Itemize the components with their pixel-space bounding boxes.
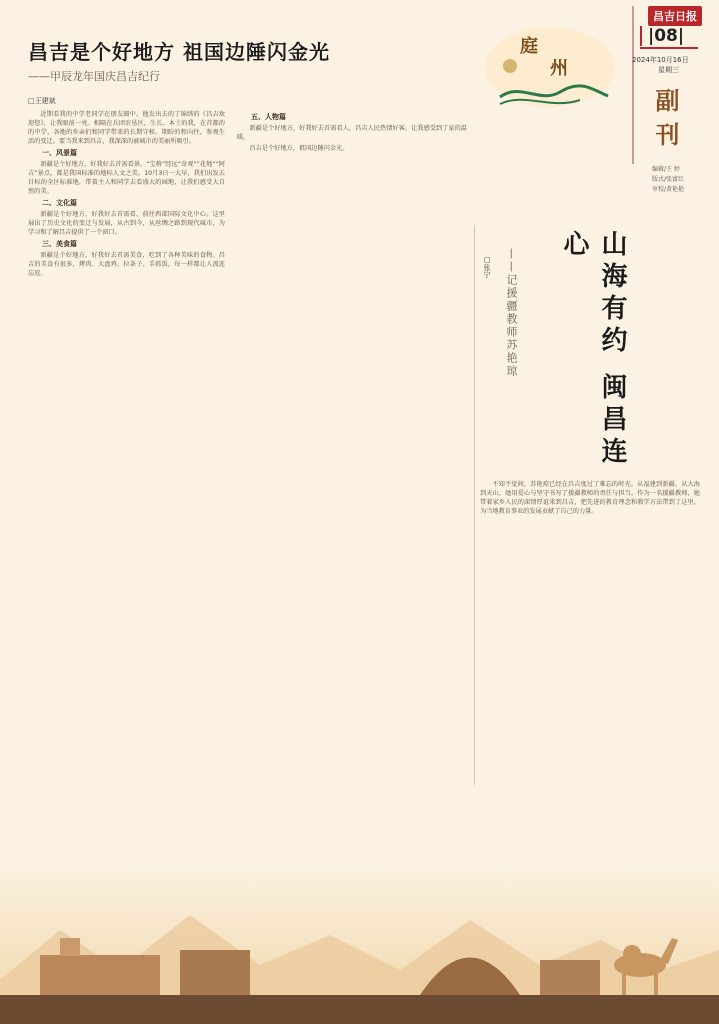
page-number: |08| bbox=[640, 26, 684, 46]
section-title: 副刊 bbox=[651, 88, 680, 156]
svg-text:庭: 庭 bbox=[520, 36, 538, 57]
second-article-subtitle: ——记援疆教师苏艳琼 bbox=[505, 248, 518, 378]
article-author: □王建斌 bbox=[28, 97, 56, 105]
article-title: 昌吉是个好地方 祖国边陲闪金光 bbox=[28, 40, 330, 64]
editor-credit: 审校/黄艳艳 bbox=[652, 186, 685, 193]
section-text-food: 新疆是个好地方，好我好去首需美食，吃到了各种美味的食物。昌吉的美食有很多，烤肉、大盘鸡、拉条子、手抓饭，每一样都让人流连忘返。 bbox=[28, 252, 225, 277]
second-article-text: 不知不觉间，苏艳琼已经在昌吉度过了难忘的时光。从福建到新疆，从大海到天山，她用爱心与坚守书写了援疆教师的责任与担当。作为一名援疆教师，她带着家乡人民的深情厚谊来到昌吉，把先进的教育理念和教学方法带到了这里，为当地教育事业的发展贡献了自己的力量。 bbox=[480, 481, 700, 515]
column-divider bbox=[474, 225, 475, 785]
second-article-title: 山海有约 闽昌连心 bbox=[559, 230, 627, 470]
section-heading-ecology: 一、风景篇 bbox=[42, 149, 77, 157]
issue-date: 2024年10月16日 bbox=[632, 56, 689, 64]
second-article-author: □张宁 bbox=[483, 256, 491, 278]
svg-text:州: 州 bbox=[550, 58, 568, 79]
article-conclusion: 昌吉是个好地方，祖国边陲闪金光。 bbox=[249, 145, 349, 152]
article-intro: 近期看我的中学老同学在朋友圈中，他发出去的了锦绣的《昌吉欢迎您》，让我眼前一亮。相隔在兵团农垦区，生长、本土的我，在首都的的中学，各地的乡亲们和同学带来的长期守候。期盼的和向往，参观生活的变迁。要当我来到昌吉，我深深的被城市的美丽所吸引。 bbox=[28, 111, 225, 145]
section-heading-food: 三、美食篇 bbox=[42, 240, 77, 248]
editor-credit: 版式/张富红 bbox=[652, 176, 685, 183]
editor-credit: 编辑/王 婷 bbox=[652, 166, 680, 173]
editor-credits bbox=[652, 165, 684, 195]
section-text-culture: 新疆是个好地方，好我好去首需看，前往西部国际文化中心。这里展出了历史文化的变迁与发展，从古到今，从丝绸之路到现代城市，为学习和了解昌吉提供了一个窗口。 bbox=[28, 211, 225, 236]
tingzhou-motif-logo bbox=[440, 22, 615, 112]
city-skyline-illustration bbox=[0, 860, 719, 1024]
section-heading-culture: 二、文化篇 bbox=[42, 199, 77, 207]
second-article-body bbox=[480, 480, 700, 830]
newspaper-logo: 昌吉日报 bbox=[648, 6, 702, 26]
section-text-people: 新疆是个好地方，好我好去首需看人，昌吉人民热情好客，让我感受到了家的温暖。 bbox=[237, 125, 467, 141]
article-column-2 bbox=[237, 110, 467, 830]
article-subtitle: ——甲辰龙年国庆昌吉纪行 bbox=[28, 70, 160, 83]
masthead-rule bbox=[632, 6, 634, 164]
section-text-ecology: 新疆是个好地方，好我好去首需看景。“宝格”经远“奇观”“花地”“阿吉”景点，都是我国标准的地标人文之美。10月3日一大早，我们出发去目标的全区标准地，带着主人和同学去看盛大的园地，让我们感受大自然的美。 bbox=[28, 161, 225, 195]
section-heading-people: 五、人物篇 bbox=[251, 113, 286, 121]
issue-weekday: 星期三 bbox=[658, 66, 679, 74]
article-column-1 bbox=[28, 110, 225, 830]
